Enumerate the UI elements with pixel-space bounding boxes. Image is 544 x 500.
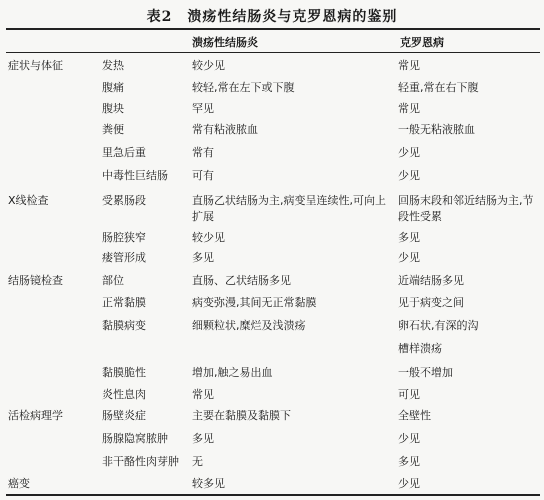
cd-cell: 槽样溃疡: [398, 342, 442, 355]
top-rule: [6, 28, 540, 30]
cd-cell: 卵石状,有深的沟: [398, 319, 479, 332]
item-cell: 腹块: [102, 102, 124, 115]
uc-cell: 主要在黏膜及黏膜下: [192, 409, 291, 422]
item-cell: 粪便: [102, 123, 124, 136]
cd-cell: 多见: [398, 231, 420, 244]
uc-cell: 较多见: [192, 477, 225, 490]
uc-cell: 常有粘液脓血: [192, 123, 258, 136]
uc-cell: 常有: [192, 146, 214, 159]
uc-cell: 无: [192, 455, 203, 468]
uc-cell: 多见: [192, 432, 214, 445]
uc-cell: 较轻,常在左下或下腹: [192, 81, 295, 94]
cd-cell: 可见: [398, 388, 420, 401]
item-cell: 受累肠段: [102, 194, 146, 207]
item-cell: 肠腺隐窝脓肿: [102, 432, 168, 445]
item-cell: 黏膜脆性: [102, 366, 146, 379]
uc-cell: 直肠、乙状结肠多见: [192, 274, 291, 287]
item-cell: 肠腔狭窄: [102, 231, 146, 244]
cd-cell: 多见: [398, 455, 420, 468]
cd-cell: 少见: [398, 169, 420, 182]
table-title: 表2 溃疡性结肠炎与克罗恩病的鉴别: [146, 9, 398, 25]
item-cell: 发热: [102, 59, 124, 72]
item-cell: 肠壁炎症: [102, 409, 146, 422]
category-cell: 癌变: [8, 477, 30, 490]
cd-cell: 常见: [398, 102, 420, 115]
cd-cell: 近端结肠多见: [398, 274, 464, 287]
category-cell: 结肠镜检查: [8, 274, 63, 287]
item-cell: 炎性息肉: [102, 388, 146, 401]
uc-cell: 细颗粒状,糜烂及浅溃疡: [192, 319, 306, 332]
cd-cell: 少见: [398, 146, 420, 159]
item-cell: 瘘管形成: [102, 251, 146, 264]
cd-cell: 轻重,常在右下腹: [398, 81, 479, 94]
cd-cell: 见于病变之间: [398, 296, 464, 309]
cd-cell: 少见: [398, 477, 420, 490]
uc-cell: 较少见: [192, 59, 225, 72]
item-cell: 中毒性巨结肠: [102, 169, 168, 182]
item-cell: 腹痛: [102, 81, 124, 94]
cd-cell: 全壁性: [398, 409, 431, 422]
uc-cell: 罕见: [192, 102, 214, 115]
cd-cell: 一般无粘液脓血: [398, 123, 475, 136]
header-uc: 溃疡性结肠炎: [192, 36, 258, 49]
uc-cell: 增加,触之易出血: [192, 366, 273, 379]
cd-cell: 少见: [398, 432, 420, 445]
category-cell: 症状与体征: [8, 59, 63, 72]
uc-cell: 可有: [192, 169, 214, 182]
item-cell: 黏膜病变: [102, 319, 146, 332]
item-cell: 非干酪性肉芽肿: [102, 455, 179, 468]
uc-cell: 较少见: [192, 231, 225, 244]
uc-cell: 多见: [192, 251, 214, 264]
cd-cell: 一般不增加: [398, 366, 453, 379]
header-rule: [6, 52, 540, 53]
category-cell: X线检查: [8, 194, 49, 207]
header-cd: 克罗恩病: [400, 36, 444, 49]
bottom-rule: [6, 494, 540, 496]
uc-cell: 直肠乙状结肠为主,病变呈连续性,可向上扩展: [192, 194, 386, 223]
cd-cell: 少见: [398, 251, 420, 264]
item-cell: 部位: [102, 274, 124, 287]
cd-cell: 常见: [398, 59, 420, 72]
uc-cell: 病变弥漫,其间无正常黏膜: [192, 296, 317, 309]
item-cell: 正常黏膜: [102, 296, 146, 309]
uc-cell: 常见: [192, 388, 214, 401]
category-cell: 活检病理学: [8, 409, 63, 422]
item-cell: 里急后重: [102, 146, 146, 159]
cd-cell: 回肠末段和邻近结肠为主,节段性受累: [398, 194, 534, 223]
